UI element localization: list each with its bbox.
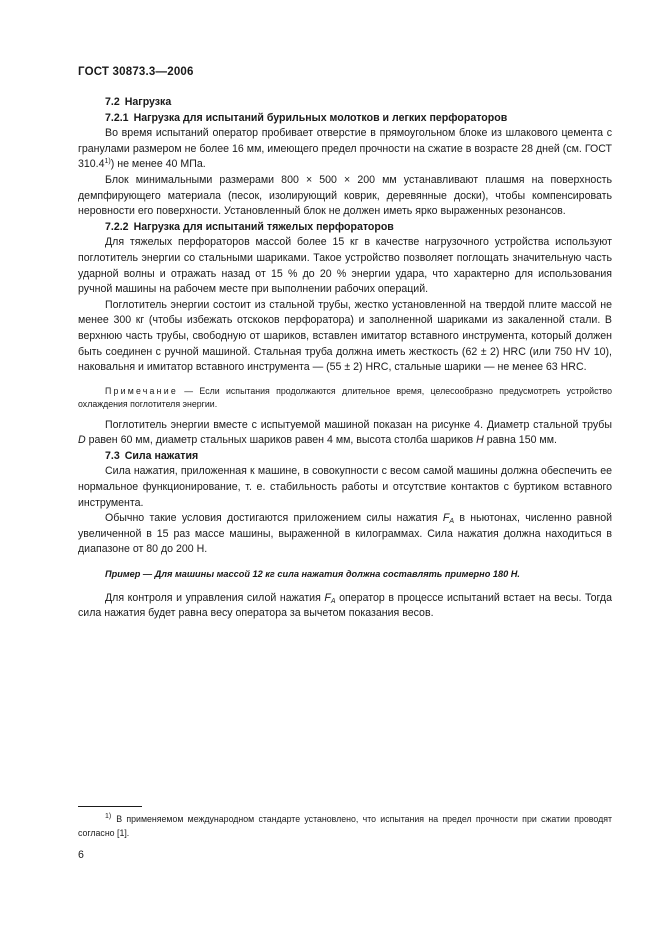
section-number: 7.3 bbox=[105, 449, 120, 462]
symbol-h: H bbox=[476, 434, 484, 447]
symbol-d: D bbox=[78, 434, 86, 447]
footnote bbox=[78, 812, 612, 840]
paragraph-text: равна 150 мм. bbox=[483, 434, 557, 447]
paragraph bbox=[78, 126, 612, 173]
paragraph-text: Обычно такие условия достигаются приложением силы нажатия bbox=[105, 512, 443, 525]
paragraph-text: Поглотитель энергии вместе с испытуемой машиной показан на рисунке 4. Диаметр стальной трубы bbox=[105, 418, 612, 431]
section-title: Сила нажатия bbox=[124, 449, 199, 462]
footnote-text: В применяемом международном стандарте установлено, что испытания на предел прочности при сжатии проводят согласно [1]. bbox=[78, 814, 612, 838]
document-header: ГОСТ 30873.3—2006 bbox=[78, 66, 194, 78]
paragraph: Блок минимальными размерами 800 × 500 × 200 мм устанавливают плашмя на поверхность демпфирующего материала (песок, изолирующий коврик, деревянные доски), чтобы компенсировать неровности его поверхности. Установленный блок не должен иметь ярко выраженных резонансов. bbox=[78, 173, 612, 218]
section-heading-7-3 bbox=[78, 449, 612, 465]
paragraph-text: в ньютонах, численно равной увеличенной в 15 раз массе машины, выраженной в килограммах. Сила нажатия должна находиться в диапазоне от 80 до 200 Н. bbox=[78, 512, 612, 556]
section-heading-7-2 bbox=[78, 95, 612, 111]
section-number: 7.2.1 bbox=[105, 111, 129, 124]
paragraph bbox=[78, 511, 612, 558]
footnote-reference: 1) bbox=[104, 158, 111, 166]
paragraph-text: Во время испытаний оператор пробивает отверстие в прямоугольном блоке из шлакового цемента с гранулами размером не более 16 мм, имеющего предел прочности на сжатие в возрасте 28 дней (см. ГОСТ 310.4 bbox=[78, 127, 612, 171]
symbol-subscript: A bbox=[449, 518, 455, 526]
paragraph-text: равен 60 мм, диаметр стальных шариков равен 4 мм, высота столба шариков bbox=[85, 434, 477, 447]
section-title: Нагрузка для испытаний тяжелых перфораторов bbox=[133, 220, 394, 233]
paragraph-text: оператор в процессе испытаний встает на весы. Тогда сила нажатия будет равна весу оператора за вычетом показания весов. bbox=[78, 591, 612, 620]
symbol-f: F bbox=[442, 512, 450, 525]
example: Пример — Для машины массой 12 кг сила нажатия должна составлять примерно 180 Н. bbox=[105, 569, 520, 580]
section-heading-7-2-2 bbox=[78, 220, 612, 236]
paragraph bbox=[78, 418, 612, 449]
paragraph: Для тяжелых перфораторов массой более 15 кг в качестве нагрузочного устройства используют поглотитель энергии со стальными шариками. Такое устройство позволяет поглощать значительную часть ударной волны и отражать назад от 15 % до 20 % энергии удара, что характерно для использования ручной машины на рабочем месте при выполнении рабочих операций. bbox=[78, 236, 612, 296]
document-body bbox=[78, 95, 612, 622]
footnote-divider bbox=[78, 806, 142, 807]
paragraph: Поглотитель энергии состоит из стальной трубы, жестко установленной на твердой плите массой не менее 300 кг (чтобы избежать отскоков перфоратора) и заполненной шариками из закаленной стали. В верхнюю часть трубы, свободную от шариков, вставлен имитатор вставного инструмента, который должен быть соединен с ручной машиной. Стальная труба должна иметь жесткость (62 ± 2) HRC (или 750 HV 10), наковальня и имитатор вставного инструмента — (55 ± 2) HRC, стальные шарики — не менее 63 HRC. bbox=[78, 298, 612, 374]
section-number: 7.2 bbox=[105, 96, 120, 108]
footnote-mark: 1) bbox=[105, 813, 112, 820]
paragraph bbox=[78, 591, 612, 622]
section-number: 7.2.2 bbox=[105, 220, 129, 233]
symbol-f: F bbox=[324, 591, 331, 604]
symbol-subscript: A bbox=[330, 597, 336, 605]
section-title: Нагрузка для испытаний бурильных молотков и легких перфораторов bbox=[133, 111, 508, 124]
page-number: 6 bbox=[78, 849, 84, 861]
section-heading-7-2-1 bbox=[78, 111, 612, 127]
note-label: Примечание bbox=[105, 385, 178, 396]
note-text: — Если испытания продолжаются длительное время, целесообразно предусмотреть устройство охлаждения поглотителя энергии. bbox=[78, 385, 612, 409]
note bbox=[78, 385, 612, 411]
paragraph-text: Для контроля и управления силой нажатия bbox=[105, 591, 325, 604]
paragraph: Сила нажатия, приложенная к машине, в совокупности с весом самой машины должна обеспечить ее нормальное функционирование, т. е. стабильность работы и отсутствие контактов с буртиком вставного инструмента. bbox=[78, 465, 612, 509]
paragraph-text: ) не менее 40 МПа. bbox=[110, 158, 206, 171]
section-title: Нагрузка bbox=[124, 96, 172, 108]
